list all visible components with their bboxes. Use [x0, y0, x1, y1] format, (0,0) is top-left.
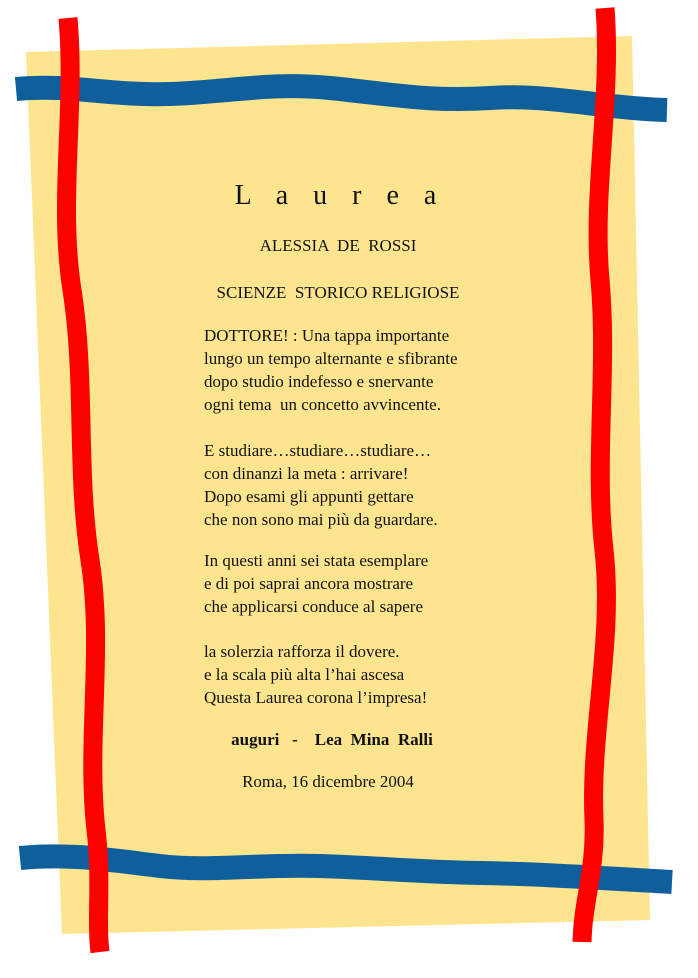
- poem-stanza-1: DOTTORE! : Una tappa importante lungo un tempo alternante e sfibrante dopo studio indefesso e snervante ogni tema un concetto avvincente.: [204, 326, 458, 414]
- place-date: Roma, 16 dicembre 2004: [242, 772, 414, 791]
- faculty-name: SCIENZE STORICO RELIGIOSE: [216, 283, 460, 302]
- card-title: L a u r e a: [234, 180, 446, 211]
- poem-stanza-2: E studiare…studiare…studiare… con dinanzi la meta : arrivare! Dopo esami gli appunti gettare che non sono mai più da guardare.: [204, 441, 438, 529]
- poem-stanza-3: In questi anni sei stata esemplare e di poi saprai ancora mostrare che applicarsi conduce al sapere: [204, 551, 429, 616]
- signature-line: auguri - Lea Mina Ralli: [231, 730, 433, 749]
- graduate-name: ALESSIA DE ROSSI: [259, 236, 417, 255]
- poem-stanza-4: la solerzia rafforza il dovere. e la scala più alta l’hai ascesa Questa Laurea corona l’impresa!: [204, 642, 428, 707]
